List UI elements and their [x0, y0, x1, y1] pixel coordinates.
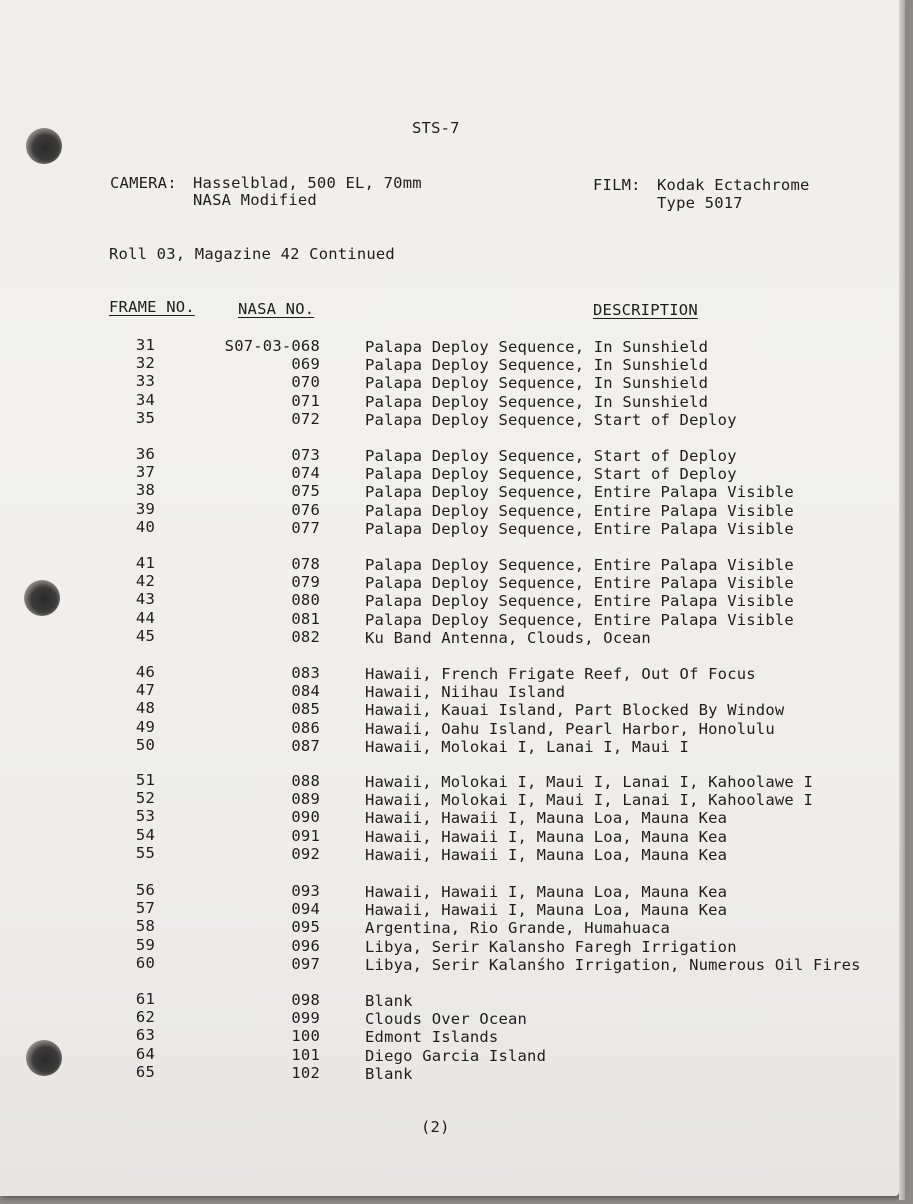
frame-description: Hawaii, Hawaii I, Mauna Loa, Mauna Kea [365, 809, 728, 828]
nasa-number: 080 [291, 591, 320, 610]
nasa-number: 079 [291, 573, 320, 592]
nasa-number: 086 [291, 718, 320, 737]
frame-description: Hawaii, Kauai Island, Part Blocked By Window [365, 701, 785, 720]
nasa-number: S07-03-068 [224, 337, 320, 355]
page-edge [899, 0, 905, 1200]
frame-number: 52 [135, 789, 155, 808]
frame-number: 38 [135, 481, 155, 500]
frame-description: Blank [365, 1064, 413, 1083]
roll-line: Roll 03, Magazine 42 Continued [109, 245, 395, 263]
film-label: FILM: [593, 176, 641, 194]
frame-number: 59 [135, 935, 155, 954]
frame-number: 45 [135, 626, 155, 645]
frame-description: Palapa Deploy Sequence, In Sunshield [365, 392, 709, 411]
frame-number: 51 [135, 771, 155, 789]
nasa-number: 072 [291, 409, 320, 428]
nasa-number: 076 [291, 500, 320, 519]
frame-number: 55 [135, 843, 155, 862]
frame-number: 62 [135, 1008, 155, 1027]
nasa-number: 069 [291, 355, 320, 374]
frame-description: Ku Band Antenna, Clouds, Ocean [365, 628, 651, 647]
frame-number: 47 [135, 681, 155, 700]
frame-description: Clouds Over Ocean [365, 1010, 528, 1029]
frame-description: Palapa Deploy Sequence, Entire Palapa Visible [365, 574, 794, 593]
frame-description: Hawaii, Molokai I, Lanai I, Maui I [365, 737, 690, 756]
frame-number: 37 [135, 463, 155, 482]
nasa-number: 096 [291, 936, 320, 955]
frame-number: 58 [135, 917, 155, 936]
page-number: (2) [421, 1118, 450, 1136]
nasa-number: 094 [291, 900, 320, 919]
frame-number: 65 [135, 1062, 155, 1081]
frame-description: Palapa Deploy Sequence, Entire Palapa Visible [365, 610, 794, 629]
binder-hole-top [26, 128, 62, 164]
frame-number: 53 [135, 807, 155, 826]
frame-description: Hawaii, Molokai I, Maui I, Lanai I, Kahoolawe I [365, 773, 813, 791]
frame-description: Hawaii, Oahu Island, Pearl Harbor, Honolulu [365, 719, 775, 738]
binder-hole-bottom [26, 1040, 62, 1076]
frame-number: 41 [135, 554, 155, 572]
frame-number: 46 [135, 663, 155, 681]
frame-description: Palapa Deploy Sequence, In Sunshield [365, 374, 709, 393]
nasa-number: 092 [291, 844, 320, 863]
frame-number: 39 [135, 499, 155, 518]
nasa-number: 073 [291, 446, 320, 464]
nasa-number: 100 [291, 1027, 320, 1046]
frame-description: Hawaii, Hawaii I, Mauna Loa, Mauna Kea [365, 901, 728, 920]
frame-description: Diego Garcia Island [365, 1046, 547, 1065]
nasa-number: 089 [291, 790, 320, 809]
nasa-number: 084 [291, 682, 320, 701]
frame-number: 43 [135, 590, 155, 609]
column-header-nasa: NASA NO. [238, 300, 315, 318]
nasa-number: 078 [291, 555, 320, 573]
frame-description: Palapa Deploy Sequence, In Sunshield [365, 356, 709, 375]
film-line2: Type 5017 [657, 194, 743, 212]
nasa-number: 098 [291, 991, 320, 1009]
nasa-number: 091 [291, 826, 320, 845]
frame-description: Hawaii, Hawaii I, Mauna Loa, Mauna Kea [365, 827, 728, 846]
nasa-number: 070 [291, 373, 320, 392]
frame-number: 56 [135, 881, 155, 899]
column-header-frame: FRAME NO. [109, 298, 195, 316]
frame-number: 64 [135, 1044, 155, 1063]
frame-number: 36 [135, 445, 155, 463]
frame-description: Palapa Deploy Sequence, Entire Palapa Visible [365, 483, 794, 502]
binder-hole-middle [24, 580, 60, 616]
column-header-description: DESCRIPTION [593, 301, 698, 319]
frame-number: 31 [135, 336, 155, 354]
frame-description: Palapa Deploy Sequence, Entire Palapa Visible [365, 592, 794, 611]
camera-line2: NASA Modified [193, 191, 317, 209]
frame-description: Palapa Deploy Sequence, Start of Deploy [365, 465, 737, 484]
nasa-number: 093 [291, 882, 320, 900]
nasa-number: 082 [291, 627, 320, 646]
frame-description: Hawaii, Hawaii I, Mauna Loa, Mauna Kea [365, 883, 728, 901]
frame-number: 63 [135, 1026, 155, 1045]
camera-label: CAMERA: [110, 174, 177, 192]
camera-line1: Hasselblad, 500 EL, 70mm [193, 174, 422, 192]
frame-description: Argentina, Rio Grande, Humahuaca [365, 919, 671, 938]
nasa-number: 081 [291, 609, 320, 628]
nasa-number: 077 [291, 518, 320, 537]
nasa-number: 071 [291, 391, 320, 410]
frame-description: Palapa Deploy Sequence, In Sunshield [365, 338, 709, 356]
frame-description: Blank [365, 992, 413, 1010]
frame-description: Palapa Deploy Sequence, Start of Deploy [365, 410, 737, 429]
nasa-number: 074 [291, 464, 320, 483]
nasa-number: 088 [291, 772, 320, 790]
frame-number: 60 [135, 953, 155, 972]
film-line1: Kodak Ectachrome [657, 176, 810, 194]
frame-number: 54 [135, 825, 155, 844]
frame-number: 32 [135, 354, 155, 373]
nasa-number: 090 [291, 808, 320, 827]
frame-number: 42 [135, 572, 155, 591]
nasa-number: 097 [291, 954, 320, 973]
frame-description: Palapa Deploy Sequence, Entire Palapa Visible [365, 556, 794, 574]
nasa-number: 083 [291, 664, 320, 682]
frame-number: 40 [135, 517, 155, 536]
frame-number: 61 [135, 990, 155, 1008]
frame-description: Hawaii, Niihau Island [365, 683, 566, 702]
frame-number: 57 [135, 899, 155, 918]
frame-description: Libya, Serir Kalansho Faregh Irrigation [365, 937, 737, 956]
frame-number: 49 [135, 717, 155, 736]
frame-description: Hawaii, Molokai I, Maui I, Lanai I, Kahoolawe I [365, 791, 813, 810]
nasa-number: 095 [291, 918, 320, 937]
frame-number: 50 [135, 735, 155, 754]
frame-description: Edmont Islands [365, 1028, 499, 1047]
nasa-number: 099 [291, 1009, 320, 1028]
mission-title: STS-7 [412, 119, 460, 137]
nasa-number: 087 [291, 736, 320, 755]
frame-number: 33 [135, 372, 155, 391]
frame-description: Libya, Serir Kalanśho Irrigation, Numerous Oil Fires [365, 955, 861, 974]
frame-number: 48 [135, 699, 155, 718]
frame-number: 34 [135, 390, 155, 409]
nasa-number: 085 [291, 700, 320, 719]
nasa-number: 101 [291, 1045, 320, 1064]
frame-description: Palapa Deploy Sequence, Start of Deploy [365, 447, 737, 465]
frame-number: 35 [135, 408, 155, 427]
nasa-number: 102 [291, 1063, 320, 1082]
frame-description: Palapa Deploy Sequence, Entire Palapa Visible [365, 519, 794, 538]
frame-description: Hawaii, French Frigate Reef, Out Of Focus [365, 665, 756, 683]
frame-description: Palapa Deploy Sequence, Entire Palapa Visible [365, 501, 794, 520]
frame-number: 44 [135, 608, 155, 627]
nasa-number: 075 [291, 482, 320, 501]
frame-description: Hawaii, Hawaii I, Mauna Loa, Mauna Kea [365, 845, 728, 864]
